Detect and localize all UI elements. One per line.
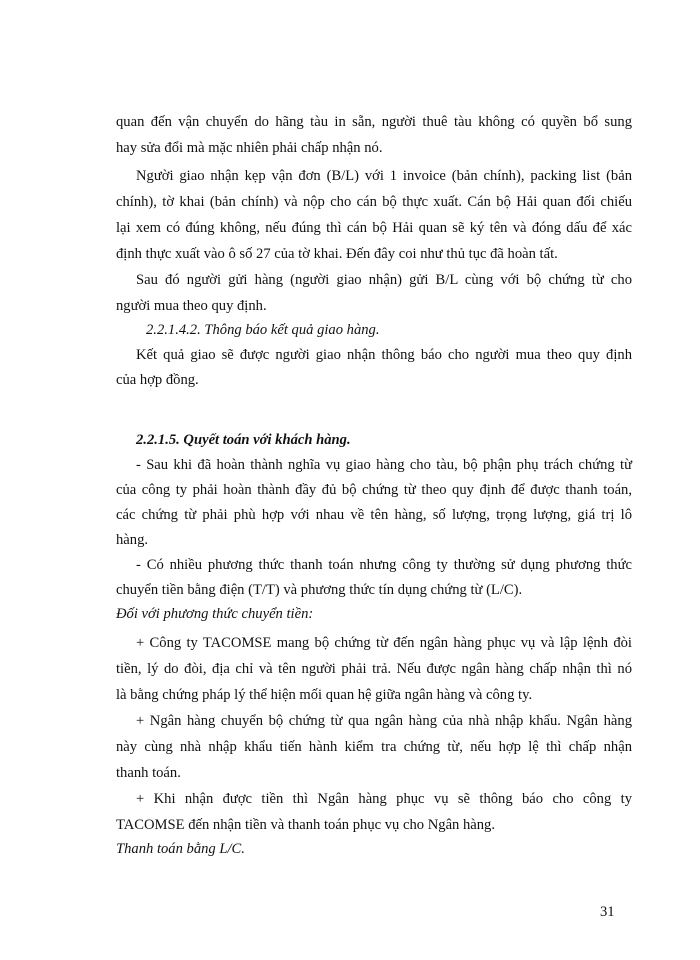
body-text-line: - Sau khi đã hoàn thành nghĩa vụ giao hàng cho tàu, bộ phận phụ trách chứng từ [136,457,632,473]
section-heading: 2.2.1.5. Quyết toán với khách hàng. [136,432,351,448]
body-text-line: là bằng chứng pháp lý thể hiện mối quan hệ giữa ngân hàng và công ty. [116,687,533,703]
body-text-line: Kết quả giao sẽ được người giao nhận thông báo cho người mua theo quy định [136,347,632,363]
subsection-heading: 2.2.1.4.2. Thông báo kết quả giao hàng. [146,322,380,338]
body-text-line: + Công ty TACOMSE mang bộ chứng từ đến ngân hàng phục vụ và lập lệnh đòi [136,635,632,651]
body-text-line: chuyển tiền bằng điện (T/T) và phương thức tín dụng chứng từ (L/C). [116,582,523,598]
body-text-line: của công ty phải hoàn thành đầy đủ bộ chứng từ theo quy định để được thanh toán, [116,482,632,498]
body-text-line: chính), tờ khai (bản chính) và nộp cho cán bộ thực xuất. Cán bộ Hải quan đối chiếu [116,194,632,210]
body-text-line: định thực xuất vào ô số 27 của tờ khai. Đến đây coi như thủ tục đã hoàn tất. [116,246,558,262]
body-text-line: + Ngân hàng chuyển bộ chứng từ qua ngân hàng của nhà nhập khẩu. Ngân hàng [136,713,632,729]
body-text-line: + Khi nhận được tiền thì Ngân hàng phục vụ sẽ thông báo cho công ty [136,791,632,807]
body-text-line: thanh toán. [116,765,181,781]
body-text-line: TACOMSE đến nhận tiền và thanh toán phục vụ cho Ngân hàng. [116,817,496,833]
body-text-line: Sau đó người gửi hàng (người giao nhận) gửi B/L cùng với bộ chứng từ cho [136,272,632,288]
page-number: 31 [600,904,615,920]
italic-subheading: Đối với phương thức chuyển tiền: [116,606,314,622]
body-text-line: các chứng từ phải phù hợp với nhau về tên hàng, số lượng, trọng lượng, giá trị lô [116,507,632,523]
body-text-line: lại xem có đúng không, nếu đúng thì cán bộ Hải quan sẽ ký tên và đóng dấu để xác [116,220,632,236]
body-text-line: hàng. [116,532,149,548]
body-text-line: này cùng nhà nhập khẩu tiến hành kiểm tra chứng từ, nếu hợp lệ thì chấp nhận [116,739,632,755]
body-text-line: hay sửa đổi mà mặc nhiên phải chấp nhận nó. [116,140,383,156]
body-text-line: người mua theo quy định. [116,298,267,314]
italic-subheading: Thanh toán bằng L/C. [116,841,245,857]
body-text-line: quan đến vận chuyển do hãng tàu in sẵn, người thuê tàu không có quyền bổ sung [116,114,632,130]
body-text-line: tiền, lý do đòi, địa chỉ và tên người phải trả. Nếu được ngân hàng chấp nhận thì nó [116,661,632,677]
body-text-line: của hợp đồng. [116,372,199,388]
body-text-line: - Có nhiều phương thức thanh toán nhưng công ty thường sử dụng phương thức [136,557,632,573]
body-text-line: Người giao nhận kẹp vận đơn (B/L) với 1 invoice (bản chính), packing list (bản [136,168,632,184]
